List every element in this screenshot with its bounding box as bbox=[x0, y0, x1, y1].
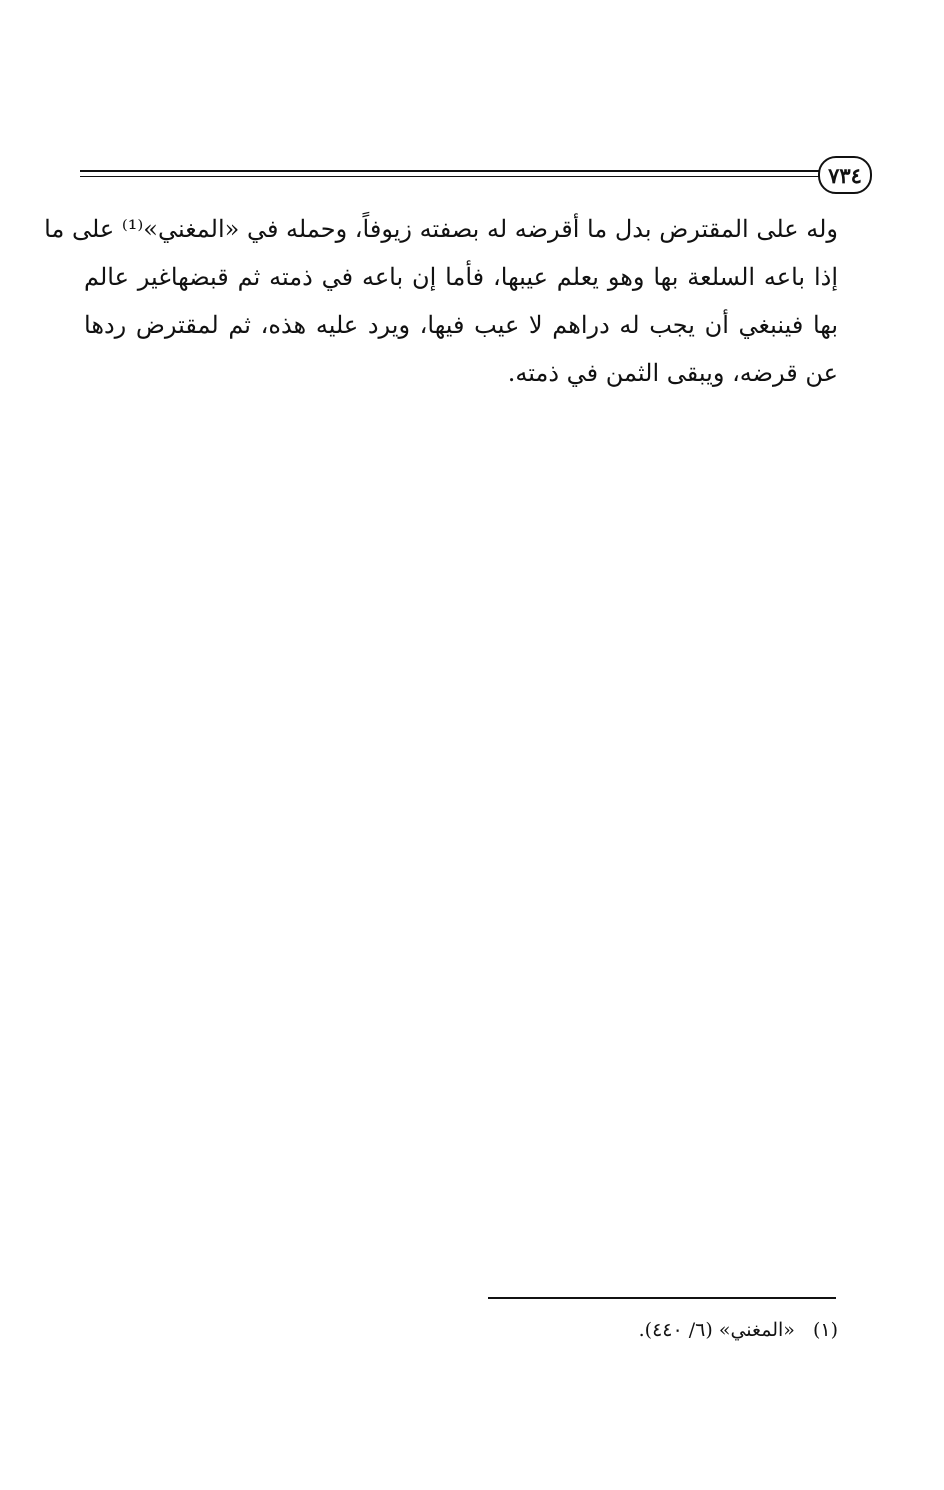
header-rule-thin bbox=[80, 176, 820, 177]
text-line: عن قرضه، ويبقى الثمن في ذمته. bbox=[507, 359, 838, 387]
footnote-text: «المغني» (٦/ ٤٤٠). bbox=[638, 1319, 795, 1341]
text-line: وله على المقترض بدل ما أقرضه له بصفته زيوفاً، وحمله في «المغني»⁽¹⁾ على ما bbox=[44, 215, 838, 243]
footnote bbox=[639, 1315, 838, 1345]
footnote-separator bbox=[488, 1297, 836, 1299]
text-line: إذا باعه السلعة بها وهو يعلم عيبها، فأما إن باعه في ذمته ثم قبضهاغير عالم bbox=[84, 263, 838, 291]
footnote-marker: (١) bbox=[812, 1319, 838, 1341]
header-rule bbox=[80, 170, 820, 172]
main-text bbox=[44, 205, 839, 397]
page-number: ٧٣٤ bbox=[818, 156, 872, 194]
text-line: بها فينبغي أن يجب له دراهم لا عيب فيها، ويرد عليه هذه، ثم لمقترض ردها bbox=[84, 311, 839, 339]
